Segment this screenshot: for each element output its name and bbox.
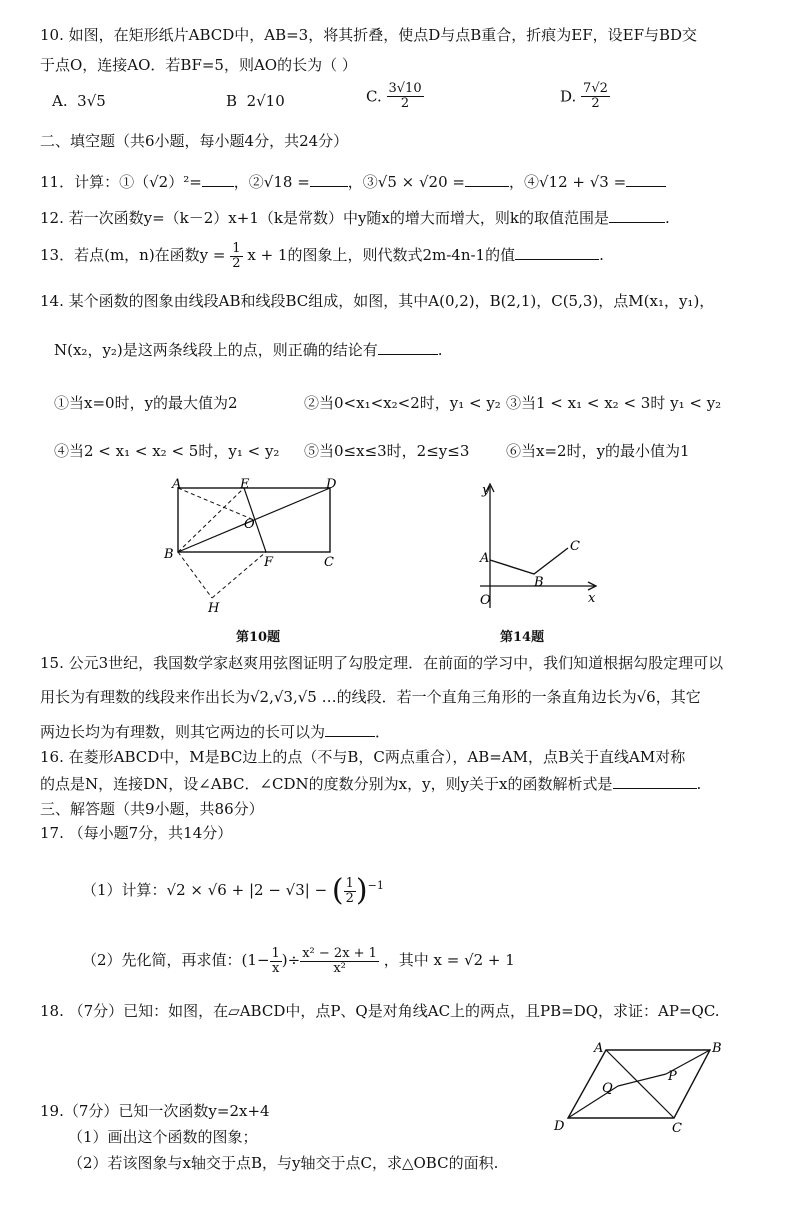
q14-conclusion-4: ④当2 < x₁ < x₂ < 5时，y₁ < y₂ [54,442,280,460]
fig10-label-d: D [326,478,337,492]
fig10-label-c: C [324,555,334,570]
q15-line1: 15. 公元3世纪，我国数学家赵爽用弦图证明了勾股定理．在前面的学习中，我们知道根据勾股定理可以 [40,654,724,672]
fig18-label-a: A [594,1041,604,1056]
q10-option-d: D. $\frac{7√2}{2}$ [560,81,608,111]
q10-option-b: B 2√10 [226,92,285,110]
figure-14-caption: 第14题 [500,630,545,645]
q14-conclusion-2: ②当0<x₁<x₂<2时，y₁ < y₂ [304,394,501,412]
figure-14-graph [470,478,610,618]
q10-line2: 于点O，连接AO．若BF=5，则AO的长为（ ） [40,56,357,74]
fig18-label-b: B [712,1041,722,1056]
q14-line2: N(x₂，y₂)是这两条线段上的点，则正确的结论有 . [54,338,443,361]
q13: 13．若点(m，n)在函数y = $\frac{1}{2}$ x + 1的图象上，则代数式2m-4n-1的值 . [40,240,604,271]
fig14-label-x: x [588,591,596,606]
fig10-label-f: F [264,555,274,570]
section-3-heading: 三、解答题（共9小题，共86分） [40,800,264,818]
q16-line1: 16. 在菱形ABCD中，M是BC边上的点（不与B，C两点重合），AB=AM，点B关于直线AM对称 [40,748,686,766]
q19-part2: （2）若该图象与x轴交于点B，与y轴交于点C，求△OBC的面积. [68,1154,499,1172]
figure-10-diagram [160,478,360,620]
section-2-heading: 二、填空题（共6小题，每小题4分，共24分） [40,132,349,150]
q10-option-a: A. 3√5 [52,92,106,110]
q12: 12. 若一次函数y=（k－2）x+1（k是常数）中y随x的增大而增大，则k的取值范围是 . [40,206,670,229]
fig18-label-q: Q [602,1081,613,1096]
fig10-label-o: O [244,517,255,532]
fig14-label-o: O [480,593,491,608]
figure-18-parallelogram [550,1038,734,1134]
fig18-label-d: D [554,1119,565,1134]
fig10-label-h: H [208,601,220,616]
q14-line1: 14. 某个函数的图象由线段AB和线段BC组成，如图，其中A(0,2)，B(2,1)，C(5,3)，点M(x₁，y₁)， [40,292,715,310]
q18: 18. （7分）已知：如图，在▱ABCD中，点P、Q是对角线AC上的两点，且PB=DQ，求证：AP=QC. [40,1002,720,1020]
fig14-label-c: C [570,539,580,554]
figure-10-caption: 第10题 [236,630,281,645]
q14-conclusion-6: ⑥当x=2时，y的最小值为1 [506,442,690,460]
q10-line1: 10. 如图，在矩形纸片ABCD中，AB=3，将其折叠，使点D与点B重合，折痕为EF，设EF与BD交 [40,26,698,44]
fig14-label-a: A [480,551,490,566]
q14-conclusion-1: ①当x=0时，y的最大值为2 [54,394,238,412]
q14-conclusion-5: ⑤当0≤x≤3时，2≤y≤3 [304,442,470,460]
q16-line2: 的点是N，连接DN，设∠ABC．∠CDN的度数分别为x，y，则y关于x的函数解析式是 . [40,772,701,795]
fig10-label-e: E [240,478,250,492]
q17-part1: （1）计算：√2 × √6 + |2 − √3| − ( $\frac{1}{2}$ )$^{-1}$ [82,873,384,908]
q17-part2: （2）先化简，再求值：(1− $\frac{1}{x}$ )÷ $\frac{\text{x² − 2x + 1}}{\text{x²}}$ ，其中 x = √2 + 1 [82,945,515,976]
q15-line3: 两边长均为有理数，则其它两边的长可以为 ． [40,720,390,743]
fig14-label-b: B [534,575,544,590]
fig10-label-a: A [172,478,182,492]
fig10-label-b: B [164,547,174,562]
q14-conclusion-3: ③当1 < x₁ < x₂ < 3时 y₁ < y₂ [506,394,722,412]
q17-title: 17. （每小题7分，共14分） [40,824,233,842]
fig18-label-c: C [672,1121,682,1134]
fig18-label-p: P [668,1069,677,1084]
q19-title: 19.（7分）已知一次函数y=2x+4 [40,1102,270,1120]
q10-option-c: C. $\frac{3√10}{2}$ [366,81,422,111]
fig14-label-y: y [482,483,490,498]
q19-part1: （1）画出这个函数的图象； [68,1128,258,1146]
q15-line2: 用长为有理数的线段来作出长为√2,√3,√5 …的线段．若一个直角三角形的一条直角边长为√6，其它 [40,688,701,706]
q11: 11．计算：①（√2）²= ，②√18 = ，③√5 × √20 = ，④√12 + √3 = [40,170,666,193]
